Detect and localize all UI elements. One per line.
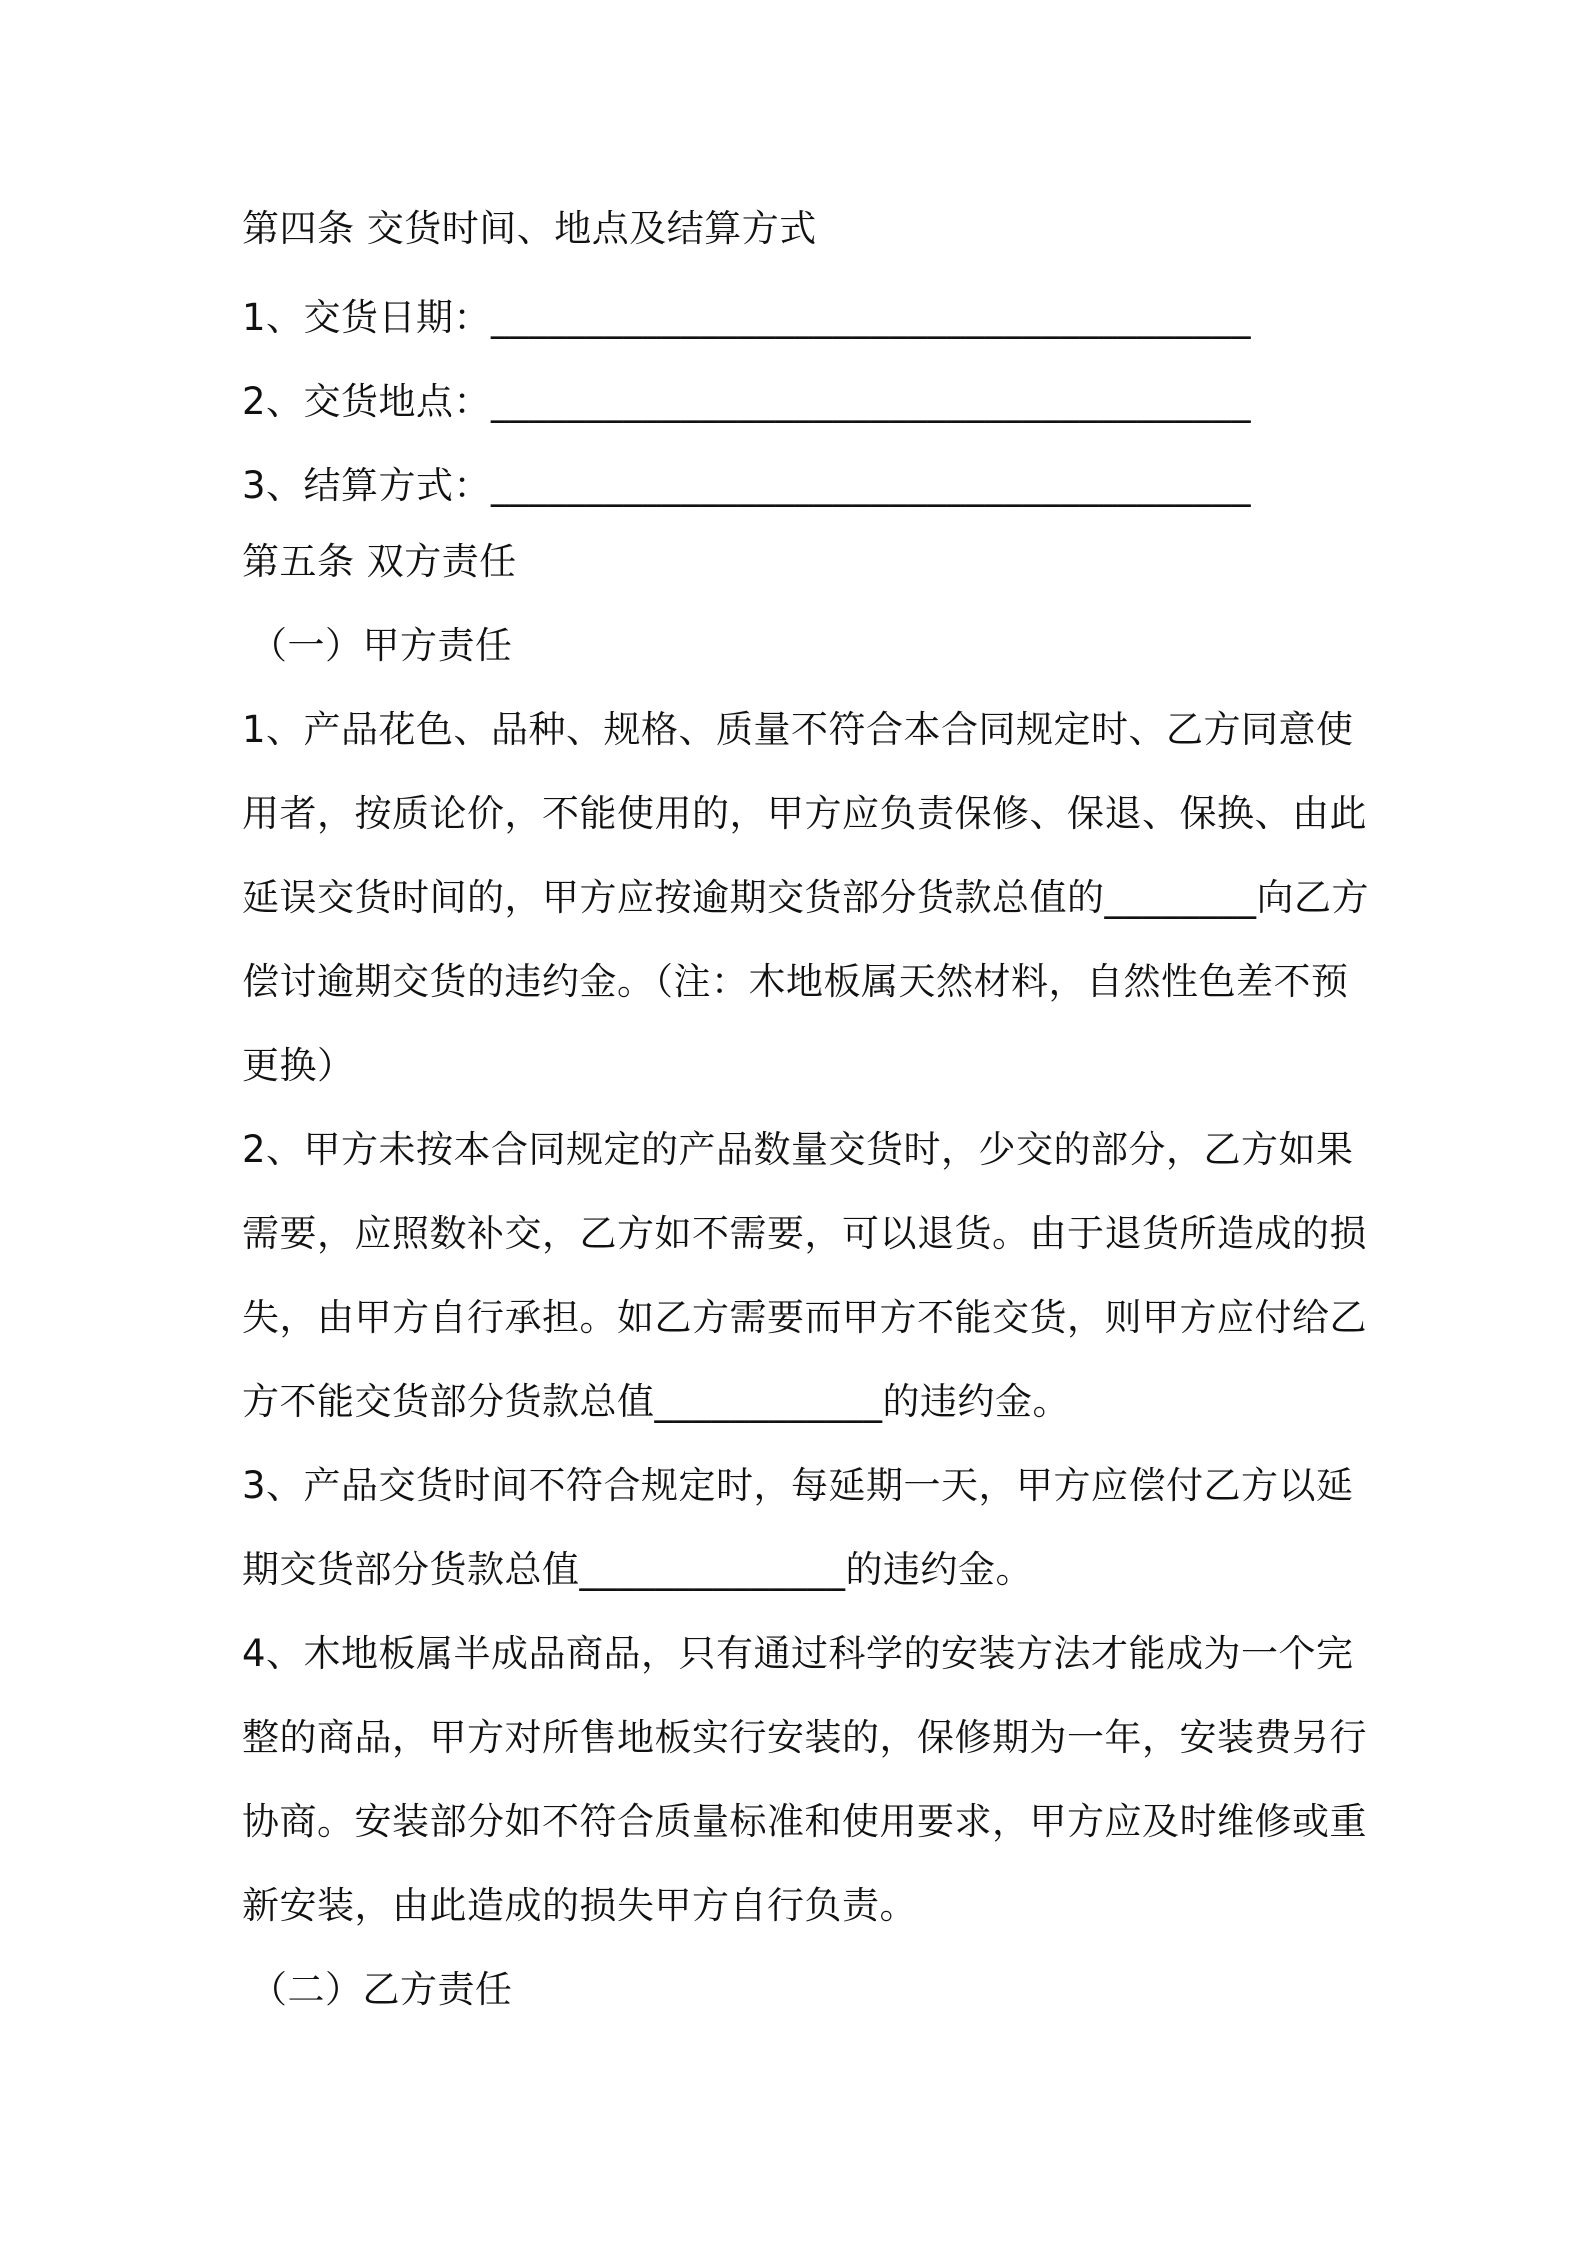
- paragraph-line: 4、木地板属半成品商品，只有通过科学的安装方法才能成为一个完: [242, 1632, 1354, 1675]
- paragraph-line: 需要，应照数补交，乙方如不需要，可以退货。由于退货所造成的损: [242, 1212, 1367, 1255]
- paragraph-line: 方不能交货部分货款总值____________的违约金。: [242, 1380, 1070, 1423]
- article-4-heading: 第四条 交货时间、地点及结算方式: [242, 207, 817, 250]
- paragraph-line: 2、甲方未按本合同规定的产品数量交货时，少交的部分，乙方如果: [242, 1128, 1354, 1171]
- party-a-responsibility-heading: （一）甲方责任: [250, 624, 513, 667]
- paragraph-line: 3、产品交货时间不符合规定时，每延期一天，甲方应偿付乙方以延: [242, 1464, 1354, 1507]
- article-5-heading: 第五条 双方责任: [242, 540, 517, 583]
- delivery-place-line: 2、交货地点：________________________________________: [242, 380, 1252, 423]
- paragraph-line: 1、产品花色、品种、规格、质量不符合本合同规定时、乙方同意使: [242, 708, 1354, 751]
- paragraph-line: 偿讨逾期交货的违约金。（注：木地板属天然材料，自然性色差不预: [242, 960, 1349, 1003]
- party-b-responsibility-heading: （二）乙方责任: [250, 1968, 513, 2011]
- delivery-date-line: 1、交货日期：________________________________________: [242, 296, 1252, 339]
- paragraph-line: 用者，按质论价，不能使用的，甲方应负责保修、保退、保换、由此: [242, 792, 1367, 835]
- paragraph-line: 延误交货时间的，甲方应按逾期交货部分货款总值的________向乙方: [242, 876, 1369, 919]
- settlement-method-line: 3、结算方式：________________________________________: [242, 464, 1252, 507]
- paragraph-line: 失，由甲方自行承担。如乙方需要而甲方不能交货，则甲方应付给乙: [242, 1296, 1367, 1339]
- paragraph-line: 更换）: [242, 1044, 355, 1087]
- paragraph-line: 新安装，由此造成的损失甲方自行负责。: [242, 1884, 917, 1927]
- paragraph-line: 期交货部分货款总值______________的违约金。: [242, 1548, 1033, 1591]
- paragraph-line: 协商。安装部分如不符合质量标准和使用要求，甲方应及时维修或重: [242, 1800, 1367, 1843]
- paragraph-line: 整的商品，甲方对所售地板实行安装的，保修期为一年，安装费另行: [242, 1716, 1367, 1759]
